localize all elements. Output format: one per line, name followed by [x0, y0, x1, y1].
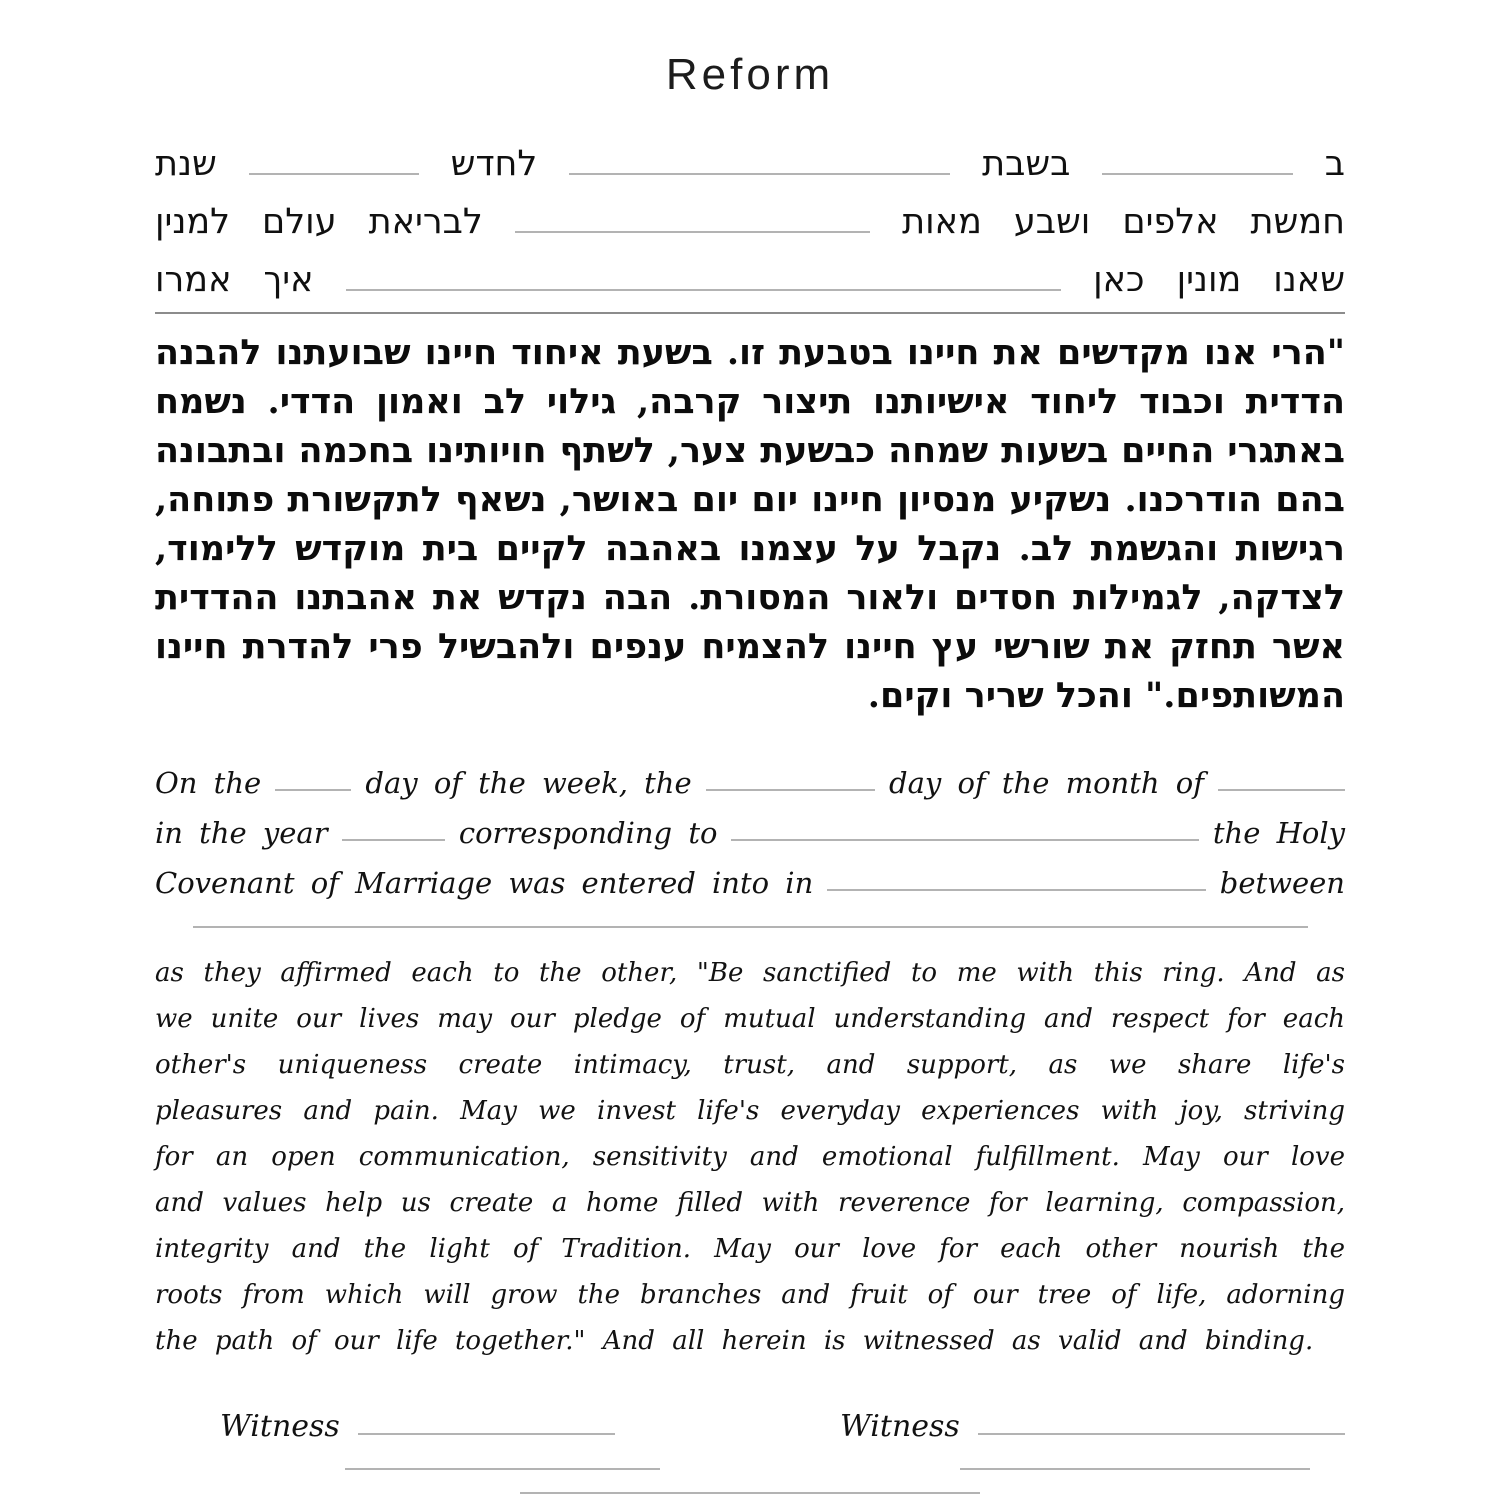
blank-write-line	[342, 839, 445, 841]
blank-write-line	[515, 231, 870, 233]
blank-write-line	[827, 889, 1206, 891]
blank-write-line	[346, 289, 1062, 291]
blank-write-line	[275, 789, 351, 791]
fill-word: לבריאת	[368, 202, 483, 242]
fill-word: day of the month of	[889, 766, 1204, 800]
fill-in-line	[155, 126, 1345, 184]
section-divider-line	[155, 312, 1345, 314]
witness-extra-line	[345, 1468, 660, 1470]
fill-word: שאנו	[1273, 260, 1345, 300]
witness-label: Witness	[840, 1409, 960, 1444]
witness-label: Witness	[220, 1409, 340, 1444]
english-vows-paragraph: as they affirmed each to the other, "Be sanctified to me with this ring. And as we unite our lives may our pledge of mutual understanding and respect for each other's uniqueness create intimacy, trust, and support, as we share life's pleasures and pain. May we invest life's everyday experiences with joy, striving for an open communication, sensitivity and emotional fulfillment. May our love and values help us create a home filled with reverence for learning, compassion, integrity and the light of Tradition. May our love for each other nourish the roots from which will grow the branches and fruit of our tree of life, adorning the path of our life together." And all herein is witnessed as valid and binding.	[155, 958, 1345, 1356]
fill-word: כאן	[1093, 260, 1145, 300]
fill-word: between	[1219, 866, 1345, 900]
hebrew-date-fill-section	[155, 126, 1345, 300]
fill-word: in the year	[155, 816, 328, 850]
officiant-signature-line	[520, 1492, 980, 1494]
fill-word: עולם	[262, 202, 337, 242]
witness-right	[840, 1409, 1345, 1444]
witness-signature-line	[978, 1433, 1345, 1435]
document-title: Reform	[665, 50, 835, 99]
blank-write-line	[1218, 789, 1345, 791]
fill-word: corresponding to	[458, 816, 718, 850]
blank-write-line	[569, 173, 950, 175]
witness-extra-line	[960, 1468, 1310, 1470]
fill-word: ושבע	[1013, 202, 1091, 242]
hebrew-vows-paragraph: "הרי אנו מקדשים את חיינו בטבעת זו. בשעת איחוד חיינו שבועתנו להבנה הדדית וכבוד ליחוד אישיותנו תיצור קרבה, גילוי לב ואמון הדדי. נשמח באתגרי החיים בשעות שמחה כבשעת צער, לשתף חויותינו בחכמה ובתבונה בהם הודרכנו. נשקיע מנסיון חיינו יום יום באושר, נשאף לתקשורת פתוחה, רגישות והגשמת לב. נקבל על עצמנו באהבה לקיים בית מוקדש ללימוד, לצדקה, לגמילות חסדים ולאור המסורת. הבה נקדש את אהבתנו ההדדית אשר תחזק את שורשי עץ חיינו להצמיח ענפים ולהבשיל פרי להדרת חיינו המשותפים." והכל שריר וקים.	[155, 332, 1345, 716]
fill-word: איך	[263, 260, 314, 300]
fill-word: לחדש	[450, 144, 538, 184]
fill-in-line	[155, 750, 1345, 800]
fill-word: אמרו	[155, 260, 232, 300]
fill-word: On the	[155, 766, 262, 800]
witness-signature-line	[358, 1433, 615, 1435]
fill-word: מונין	[1176, 260, 1242, 300]
fill-in-line	[155, 800, 1345, 850]
fill-word: למנין	[155, 202, 231, 242]
blank-write-line	[249, 173, 419, 175]
witness-secondary-row	[155, 1468, 1345, 1470]
fill-word: day of the week, the	[365, 766, 692, 800]
fill-word: the Holy	[1212, 816, 1345, 850]
fill-word: שנת	[155, 144, 217, 184]
english-date-fill-section	[155, 750, 1345, 900]
blank-write-line	[706, 789, 875, 791]
witness-signature-row	[155, 1400, 1345, 1444]
fill-word: Covenant of Marriage was entered into in	[155, 866, 814, 900]
fill-word: חמשת	[1250, 202, 1345, 242]
couple-names-blank-line	[193, 926, 1308, 928]
blank-write-line	[1102, 173, 1292, 175]
witness-left	[220, 1409, 615, 1444]
fill-in-line	[155, 242, 1345, 300]
witness-section	[155, 1400, 1345, 1494]
blank-write-line	[731, 839, 1198, 841]
fill-in-line	[155, 184, 1345, 242]
fill-word: בשבת	[982, 144, 1071, 184]
fill-word: ב	[1324, 144, 1345, 184]
fill-word: אלפים	[1122, 202, 1219, 242]
fill-word: מאות	[902, 202, 982, 242]
fill-in-line	[155, 850, 1345, 900]
